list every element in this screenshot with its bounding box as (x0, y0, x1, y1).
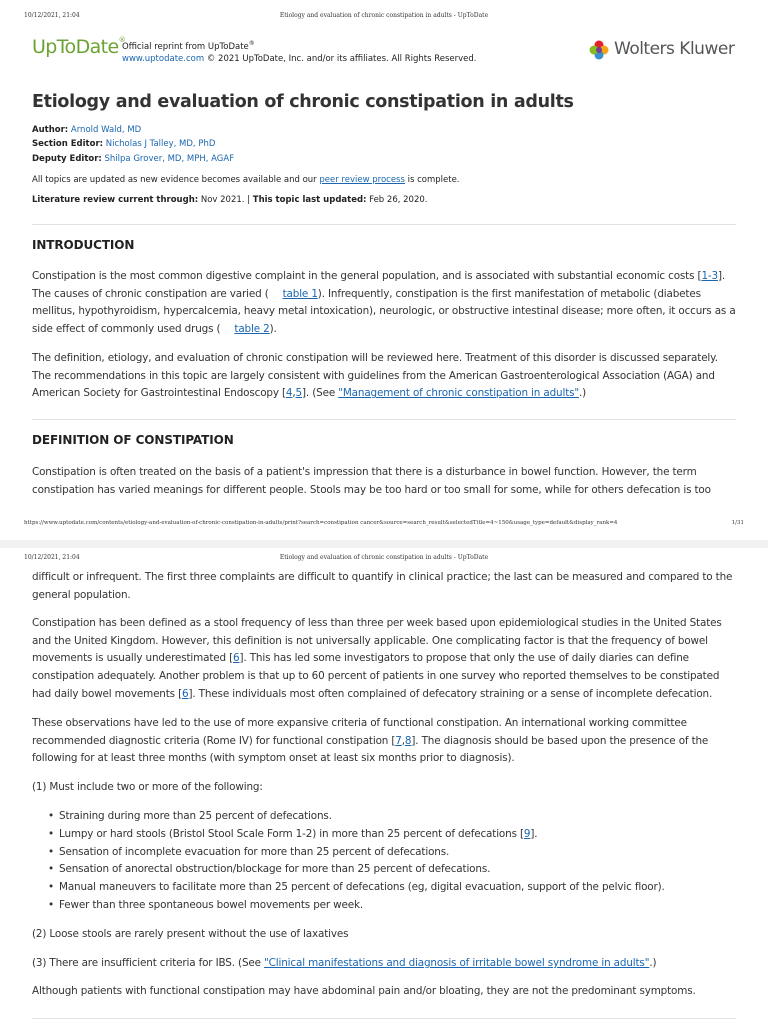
print-title: Etiology and evaluation of chronic constipation in adults - UpToDate (279, 12, 489, 19)
page-number: 1/31 (731, 520, 744, 526)
text: ]. This has led some investigators to propose that only the use of daily diaries can define constipation adequately. Another problem is that up to 60 percent of patients in one survey who reported themselves to be constipated had daily bowel movements [ (32, 652, 720, 700)
text: ]. The causes of chronic constipation are varied ( (32, 270, 726, 300)
text: ]. The diagnosis should be based upon the presence of the following for at least three months (with symptom onset at least six months prior to diagnosis). (32, 734, 709, 765)
divider (32, 1018, 736, 1019)
text: ]. (530, 827, 538, 840)
publisher-name: Wolters Kluwer (614, 39, 735, 59)
text: ]. (See (302, 387, 339, 400)
table-2-link[interactable]: table 2 (234, 323, 270, 336)
separator: | (244, 195, 253, 205)
lit-review-label: Literature review current through: (32, 195, 199, 205)
print-header (24, 12, 744, 22)
section-editor-line (32, 139, 215, 149)
list-item: • Fewer than three spontaneous bowel movements per week. (59, 897, 736, 915)
definition-heading: DEFINITION OF CONSTIPATION (32, 433, 234, 447)
criteria-intro: (1) Must include two or more of the following: (32, 781, 263, 793)
print-footer (24, 520, 744, 530)
divider (32, 419, 736, 420)
text: , (401, 734, 405, 747)
uptodate-logo-text: UpToDate (32, 36, 119, 58)
ref-4[interactable]: 4 (285, 387, 293, 400)
ref-8[interactable]: 8 (404, 734, 412, 747)
text: (3) There are insufficient criteria for IBS. (See (32, 957, 265, 969)
update-note (32, 175, 460, 185)
print-date: 10/12/2021, 21:04 (24, 12, 80, 19)
reprint-text: Official reprint from UpToDate (122, 41, 249, 52)
ibs-link[interactable]: "Clinical manifestations and diagnosis of irritable bowel syndrome in adults" (264, 957, 650, 969)
reprint-mark: ® (248, 40, 255, 47)
reprint-rights-line (122, 53, 476, 65)
last-updated-date: Feb 26, 2020. (369, 195, 428, 205)
text: These observations have led to the use of more expansive criteria of functional constipation. An international working committee recommended diagnostic criteria (Rome IV) for functional constipation [ (32, 717, 687, 747)
peer-review-link[interactable]: peer review process (319, 175, 405, 185)
last-updated-label: This topic last updated: (252, 195, 367, 205)
deputy-editor-label: Deputy Editor: (32, 154, 102, 164)
page-break (0, 540, 768, 548)
author-link[interactable]: Arnold Wald, MD (70, 125, 142, 135)
list-item: • Manual maneuvers to facilitate more than 25 percent of defecations (eg, digital evacuation, support of the pelvic floor). (59, 879, 736, 897)
criteria-item-3 (32, 955, 736, 973)
print-url: https://www.uptodate.com/contents/etiology-and-evaluation-of-chronic-constipation-in-adults/print?search=constipation cancer&source=search_result&selectedTitle=4~150&usage_type=default&display_rank=4 (24, 520, 618, 526)
definition-paragraph-2 (32, 615, 736, 704)
criteria-item-2: (2) Loose stools are rarely present without the use of laxatives (32, 928, 349, 940)
ref-6[interactable]: 6 (182, 687, 189, 700)
text: .) (579, 387, 587, 400)
text: ]. These individuals most often complained of defecatory straining or a sense of incomplete defecation. (188, 687, 713, 700)
list-item: • Sensation of incomplete evacuation for more than 25 percent of defecations. (59, 844, 736, 862)
lit-review-date: Nov 2021. (200, 195, 245, 205)
wolters-kluwer-logo[interactable] (588, 38, 748, 62)
uptodate-site-link[interactable]: www.uptodate.com (122, 53, 205, 64)
uptodate-logo[interactable] (32, 36, 125, 58)
print-title: Etiology and evaluation of chronic constipation in adults - UpToDate (279, 554, 489, 561)
definition-paragraph-1: Constipation is often treated on the basis of a patient's impression that there is a disturbance in bowel function. However, the term constipation has varied meanings for different people. Stools may be too hard or too small for some, while for others defecation is too (32, 466, 711, 496)
introduction-paragraph-2 (32, 350, 736, 403)
text: Constipation is the most common digestive complaint in the general population, and is associated with substantial economic costs [ (32, 270, 702, 282)
wolters-kluwer-globe-icon (588, 39, 610, 61)
print-page-2 (0, 548, 768, 1024)
update-note-end: is complete. (404, 175, 460, 185)
ref-1-3[interactable]: 1-3 (701, 270, 718, 282)
text: Lumpy or hard stools (Bristol Stool Scale Form 1-2) in more than 25 percent of defecations [ (59, 827, 524, 840)
table-1-link[interactable]: table 1 (282, 287, 318, 300)
author-label: Author: (32, 125, 69, 135)
text: .) (649, 957, 657, 969)
text: ). Infrequently, constipation is the first manifestation of metabolic (diabetes mellitus, hypothyroidism, hypercalcemia, heavy metal intoxication), neurologic, or obstructive intestinal disease; more often, it occurs as a side effect of commonly used drugs ( (32, 287, 736, 336)
management-link[interactable]: "Management of chronic constipation in adults" (338, 387, 580, 400)
deputy-editor-line (32, 154, 234, 164)
ref-6[interactable]: 6 (233, 652, 240, 665)
section-editor-link[interactable]: Nicholas J Talley, MD, PhD (105, 139, 216, 149)
criteria-list (32, 808, 736, 915)
introduction-paragraph-1 (32, 268, 736, 339)
reprint-notice (122, 38, 476, 65)
ref-7[interactable]: 7 (395, 734, 402, 747)
section-editor-label: Section Editor: (32, 139, 104, 149)
text: , (292, 387, 296, 400)
list-item (59, 826, 736, 844)
print-date: 10/12/2021, 21:04 (24, 554, 80, 561)
article-title: Etiology and evaluation of chronic constipation in adults (32, 92, 574, 112)
update-note-text: All topics are updated as new evidence becomes available and our (32, 175, 320, 185)
author-line (32, 125, 141, 135)
print-header (24, 554, 744, 564)
definition-closing: Although patients with functional constipation may have abdominal pain and/or bloating, they are not the predominant symptoms. (32, 985, 696, 997)
list-item: • Sensation of anorectal obstruction/blockage for more than 25 percent of defecations. (59, 861, 736, 879)
registered-mark: ® (118, 36, 125, 44)
ref-9[interactable]: 9 (523, 827, 531, 840)
reprint-line (122, 38, 476, 53)
text: Constipation has been defined as a stool frequency of less than three per week based upon epidemiological studies in the United States and the United Kingdom. However, this definition is not universally applicable. One complicating factor is that the frequency of bowel movements is usually underestimated [ (32, 617, 722, 665)
review-dates (32, 195, 427, 205)
text: ). (269, 323, 277, 336)
ref-5[interactable]: 5 (295, 387, 303, 400)
text: The definition, etiology, and evaluation of chronic constipation will be reviewed here. Treatment of this disorder is discussed separately. The recommendations in this topic are largely consistent with guidelines from the American Gastroenterological Association (AGA) and American Society for Gastrointestinal Endoscopy [ (32, 352, 718, 400)
introduction-heading: INTRODUCTION (32, 238, 135, 252)
definition-paragraph-3 (32, 715, 736, 768)
divider (32, 224, 736, 225)
definition-paragraph-1-continued: difficult or infrequent. The first three complaints are difficult to quantify in clinical practice; the last can be measured and compared to the general population. (32, 571, 733, 601)
list-item: • Straining during more than 25 percent of defecations. (59, 808, 736, 826)
reprint-rights: © 2021 UpToDate, Inc. and/or its affiliates. All Rights Reserved. (206, 53, 477, 64)
deputy-editor-link[interactable]: Shilpa Grover, MD, MPH, AGAF (104, 154, 235, 164)
